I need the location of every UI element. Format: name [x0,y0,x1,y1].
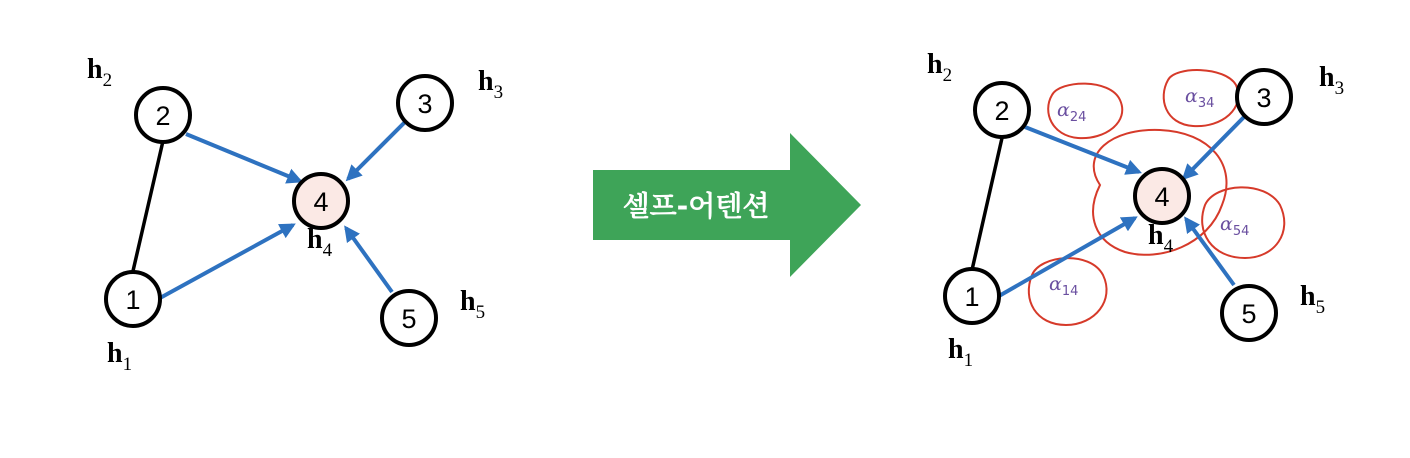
self-attention-arrow [593,133,861,277]
r-edge-2-to-4 [1025,127,1139,172]
node-5-label: 5 [401,304,417,334]
r-h4-label: $h_4$ [1148,220,1174,257]
alpha-54-label: $\alpha_{54}$ [1220,213,1250,239]
r-edge-2-1 [972,138,1002,270]
edge-2-to-4 [186,134,300,181]
node-2-label: 2 [155,101,171,131]
h4-label: $h_4$ [307,224,333,261]
node-3 [398,76,452,130]
node-4-label: 4 [313,187,329,217]
node-2 [136,88,190,142]
edge-1-to-4 [160,225,293,298]
r-h5-label: $h_5$ [1300,281,1326,318]
r-node-4-label: 4 [1154,182,1170,212]
node-3-label: 3 [417,89,433,119]
h2-label: $h_2$ [87,54,113,91]
node-5 [382,291,436,345]
h3-label: $h_3$ [478,66,504,103]
r-h1-label: $h_1$ [948,334,974,371]
r-node-4 [1135,169,1189,223]
edge-3-to-4 [348,121,406,179]
alpha-54-circle [1202,187,1284,258]
arrow-label: 셀프-어텐션 [622,189,770,223]
h1-label: $h_1$ [107,338,133,375]
r-node-5-label: 5 [1241,299,1257,329]
alpha-34-label: $\alpha_{34}$ [1185,85,1215,111]
alpha-24-label: $\alpha_{24}$ [1057,99,1087,125]
node-1 [106,272,160,326]
r-node-2-label: 2 [994,96,1010,126]
r-node-3-label: 3 [1256,83,1272,113]
r-node-5 [1222,286,1276,340]
edge-5-to-4 [346,228,392,292]
r-node-1 [945,269,999,323]
right-graph [927,49,1344,371]
h5-label: $h_5$ [460,286,486,323]
r-h2-label: $h_2$ [927,49,953,86]
alpha-14-label: $\alpha_{14}$ [1049,273,1079,299]
left-graph [87,54,503,375]
r-node-3 [1237,70,1291,124]
node-4 [294,174,348,228]
r-h3-label: $h_3$ [1319,62,1345,99]
r-node-2 [975,83,1029,137]
node-1-label: 1 [125,285,141,315]
edge-2-1 [133,141,163,271]
r-node-1-label: 1 [964,282,980,312]
